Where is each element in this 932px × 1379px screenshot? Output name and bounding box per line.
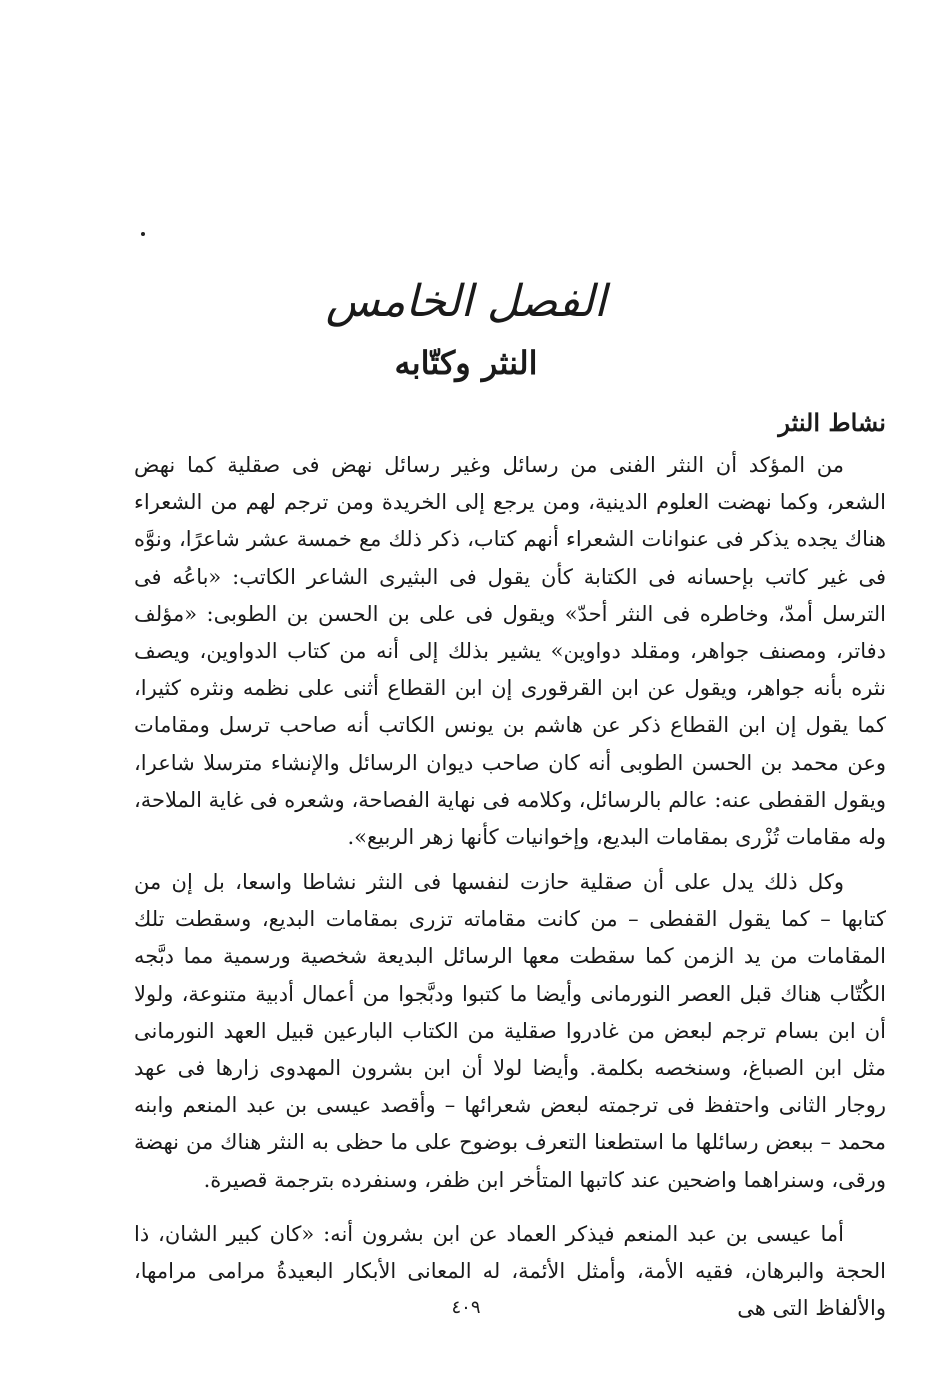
chapter-subtitle: النثر وكتّابه	[394, 344, 538, 382]
paragraph: أما عيسى بن عبد المنعم فيذكر العماد عن ابن بشرون أنه: «كان كبير الشان، ذا الحجة والبرهان، فقيه الأمة، وأمثل الأئمة، له المعانى الأبكار البعيدةُ مرامى مرامها، والألفاظ التى هى	[134, 1222, 886, 1321]
paragraph: من المؤكد أن النثر الفنى من رسائل وغير رسائل نهض فى صقلية كما نهض الشعر، وكما نهضت العلوم الدينية، ومن يرجع إلى الخريدة ومن ترجم لهم من الشعراء هناك يجده يذكر فى عنوانات الشعراء أنهم كتاب، ذكر ذلك مع خمسة عشر شاعرًا، ونوَّه فى غير كاتب بإحسانه فى الكتابة كأن يقول فى البثيرى الشاعر الكاتب: «باعُه فى الترسل أمدّ، وخاطره فى النثر أحدّ» ويقول فى على بن الحسن بن الطوبى: «مؤلف دفاتر، ومصنف جواهر، ومقلد دواوين» يشير بذلك إلى أنه من كتاب الدواوين، ويصف نثره بأنه جواهر، ويقول عن ابن القرقورى إن ابن القطاع أثنى على نظمه ونثره كثيرا، كما يقول إن ابن القطاع ذكر عن هاشم بن يونس الكاتب أنه صاحب ترسل ومقامات وعن محمد بن الحسن الطوبى أنه كان صاحب ديوان الرسائل والإنشاء مترسلا شاعرا، ويقول القفطى عنه: عالم بالرسائل، وكلامه فى نهاية الفصاحة، وشعره فى غاية الملاحة، وله مقامات تُزْرى بمقامات البديع، وإخوانيات كأنها زهر الربيع».	[134, 453, 886, 850]
section-heading: نشاط النثر	[778, 408, 886, 437]
ink-speck	[141, 232, 145, 236]
paragraph: وكل ذلك يدل على أن صقلية حازت لنفسها فى النثر نشاطا واسعا، بل إن من كتابها – كما يقول القفطى – من كانت مقاماته تزرى بمقامات البديع، وسقطت تلك المقامات من يد الزمن كما سقطت معها الرسائل البديعة شخصية ورسمية مما دبَّجه الكُتّاب هناك قبل العصر النورمانى وأيضا ما كتبوا ودبَّجوا من أعمال أدبية متنوعة، ولولا أن ابن بسام ترجم لبعض من غادروا صقلية من الكتاب البارعين قبيل العهد النورمانى مثل ابن الصباغ، وسنخصه بكلمة. وأيضا لولا أن ابن بشرون المهدوى زارها فى عهد روجار الثانى واحتفظ فى ترجمته لبعض شعرائها – وأقصد عيسى بن عبد المنعم وابنه محمد – ببعض رسائلها ما استطعنا التعرف بوضوح على ما حظى به النثر هناك من نهضة ورقى، وسنراهما واضحين عند كاتبها المتأخر ابن ظفر، وسنفرده بترجمة قصيرة.	[134, 870, 886, 1192]
chapter-title: الفصل الخامس	[325, 276, 607, 327]
page-number: ٤٠٩	[451, 1297, 481, 1318]
